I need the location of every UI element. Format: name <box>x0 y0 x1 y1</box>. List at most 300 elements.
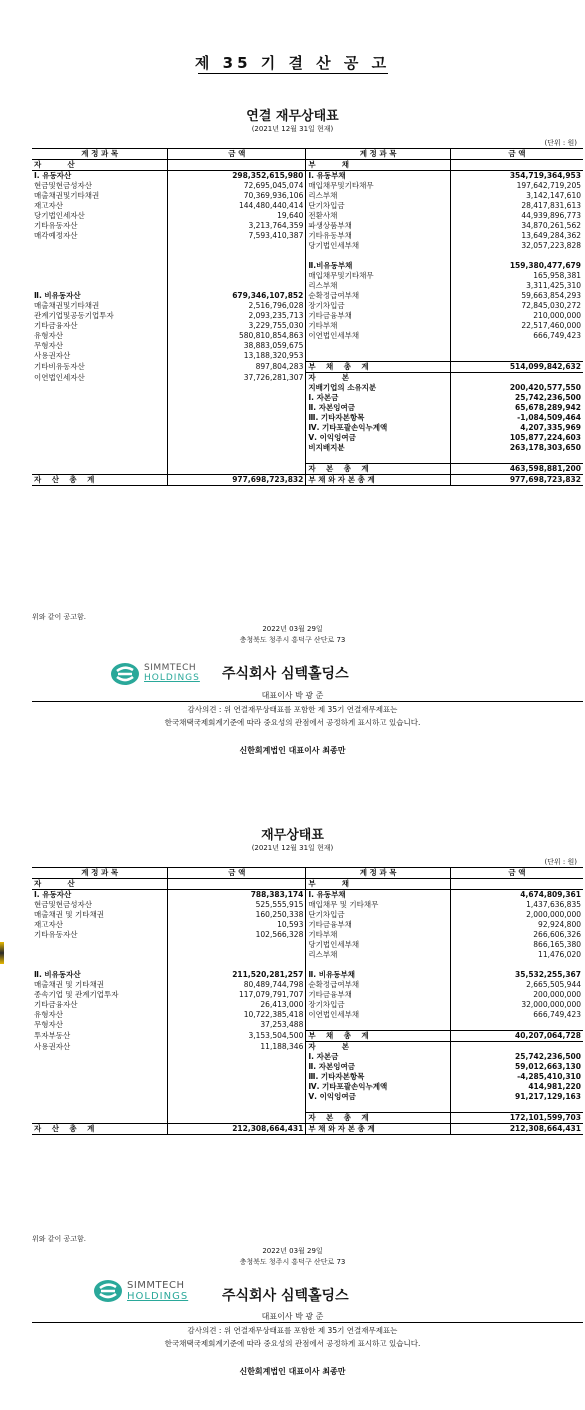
table-row <box>32 383 583 393</box>
amount-cell <box>168 453 306 464</box>
amount-cell <box>168 1062 306 1072</box>
account-name-cell: Ⅲ. 기타자본항목 <box>306 1072 451 1082</box>
amount-cell: 7,593,410,387 <box>168 231 306 241</box>
amount-cell: 59,663,854,293 <box>521 291 581 300</box>
account-name-cell <box>32 950 168 960</box>
account-name-cell: 자 본 <box>306 1042 451 1053</box>
account-name-cell: 무형자산 <box>32 341 168 351</box>
account-name-cell: 부 채 와 자 본 총 계 <box>306 475 451 486</box>
company-address: 충청북도 청주시 흥덕구 산단로 73 <box>239 1258 346 1266</box>
table-row <box>32 191 583 201</box>
amount-cell: 525,555,915 <box>168 900 306 910</box>
account-name-cell <box>32 241 168 251</box>
amount-cell <box>168 1102 306 1113</box>
table-row <box>32 960 583 970</box>
amount-cell: 80,489,744,798 <box>168 980 306 990</box>
account-name-cell <box>32 940 168 950</box>
table-row <box>32 271 583 281</box>
amount-cell: 165,958,381 <box>533 271 581 280</box>
amount-cell: 463,598,881,200 <box>450 464 583 475</box>
table-row <box>32 1062 583 1072</box>
account-name-cell: 매출채권 및 기타채권 <box>32 910 168 920</box>
account-name-cell <box>32 383 168 393</box>
account-name-cell: 리스부채 <box>306 191 451 201</box>
account-name-cell <box>32 251 168 261</box>
amount-cell <box>168 241 306 251</box>
amount-cell: 200,420,577,550 <box>509 383 581 392</box>
table-row <box>32 251 583 261</box>
table-row <box>32 321 583 331</box>
account-name-cell: 기타금융부채 <box>306 920 451 930</box>
amount-cell <box>450 453 583 464</box>
account-name-cell <box>32 403 168 413</box>
amount-cell <box>168 443 306 453</box>
amount-cell: 92,924,800 <box>538 920 581 929</box>
column-header: 계 정 과 목 <box>32 149 168 160</box>
account-name-cell: 현금및현금성자산 <box>32 181 168 191</box>
account-name-cell: 부 채 <box>306 879 451 890</box>
table-row <box>32 890 583 901</box>
account-name-cell <box>306 341 451 351</box>
statement-date: (2021년 12월 31일 현재) <box>251 844 334 852</box>
table-row <box>32 281 583 291</box>
amount-cell <box>450 960 583 970</box>
table-row <box>32 1092 583 1102</box>
amount-cell <box>168 383 306 393</box>
amount-cell: -1,084,509,464 <box>517 413 581 422</box>
amount-cell: 102,566,328 <box>168 930 306 940</box>
company-logo <box>93 1277 203 1307</box>
amount-cell <box>168 464 306 475</box>
account-name-cell <box>32 453 168 464</box>
table-row <box>32 1000 583 1010</box>
simmtech-logo-icon <box>93 1279 123 1303</box>
audit-opinion <box>0 1324 585 1350</box>
table-row <box>32 1052 583 1062</box>
company-logo <box>110 660 210 688</box>
account-name-cell <box>32 1072 168 1082</box>
account-name-cell: 단기차입금 <box>306 910 451 920</box>
account-name-cell: Ⅲ. 기타자본항목 <box>306 413 451 423</box>
account-name-cell: Ⅰ. 자본금 <box>306 393 451 403</box>
account-name-cell <box>306 960 451 970</box>
table-row <box>32 920 583 930</box>
table-row <box>32 453 583 464</box>
amount-cell <box>168 413 306 423</box>
logo-text-top: SIMMTECH <box>127 1280 185 1291</box>
account-name-cell: 당기법인세자산 <box>32 211 168 221</box>
amount-cell: 10,593 <box>168 920 306 930</box>
table-row <box>32 351 583 362</box>
table-row <box>32 291 583 301</box>
table-row <box>32 341 583 351</box>
account-name-cell: 기타금융부채 <box>306 311 451 321</box>
amount-cell: 25,742,236,500 <box>515 393 581 402</box>
account-name-cell: 자 산 <box>32 879 168 890</box>
account-name-cell: 매출채권 및 기타채권 <box>32 980 168 990</box>
table-row <box>32 1082 583 1092</box>
amount-cell <box>168 950 306 960</box>
account-name-cell: Ⅰ. 유동자산 <box>32 890 168 901</box>
simmtech-logo-icon <box>110 662 140 686</box>
amount-cell: 34,870,261,562 <box>521 221 581 230</box>
account-name-cell: 장기차입금 <box>306 1000 451 1010</box>
table-row <box>32 261 583 271</box>
account-name-cell: Ⅴ. 이익잉여금 <box>306 1092 451 1102</box>
account-name-cell: 기타유동자산 <box>32 930 168 940</box>
account-name-cell: 이연법인세자산 <box>32 373 168 384</box>
company-name: 주식회사 심텍홀딩스 <box>222 1288 349 1304</box>
announcement-title: 제 35 기 결 산 공 고 <box>194 54 391 72</box>
account-name-cell <box>32 261 168 271</box>
amount-cell: 19,640 <box>168 211 306 221</box>
account-name-cell: 파생상품부채 <box>306 221 451 231</box>
amount-cell <box>450 251 583 261</box>
amount-cell: 38,883,059,675 <box>168 341 306 351</box>
amount-cell: 212,308,664,431 <box>450 1124 583 1135</box>
table-row <box>32 393 583 403</box>
ceo-name: 대표이사 박 광 준 <box>261 1312 324 1321</box>
amount-cell: 414,981,220 <box>528 1082 581 1091</box>
amount-cell <box>450 341 583 351</box>
table-row <box>32 160 583 171</box>
account-name-cell: 매출채권및기타채권 <box>32 301 168 311</box>
account-name-cell: 매출채권및기타채권 <box>32 191 168 201</box>
table-row <box>32 362 583 373</box>
account-name-cell <box>32 464 168 475</box>
account-name-cell <box>306 1102 451 1113</box>
logo-text-top: SIMMTECH <box>144 663 197 673</box>
account-name-cell: 기타금융자산 <box>32 1000 168 1010</box>
amount-cell: 211,520,281,257 <box>168 970 306 980</box>
table-row <box>32 311 583 321</box>
amount-cell <box>168 403 306 413</box>
amount-cell: 117,079,791,707 <box>168 990 306 1000</box>
amount-cell: 298,352,615,980 <box>168 171 306 182</box>
amount-cell <box>168 423 306 433</box>
amount-cell: 3,213,764,359 <box>168 221 306 231</box>
ceo-name: 대표이사 박 광 준 <box>261 691 324 700</box>
account-name-cell: Ⅳ. 기타포괄손익누계액 <box>306 423 451 433</box>
amount-cell: 13,188,320,953 <box>168 351 306 362</box>
account-name-cell: 사용권자산 <box>32 1042 168 1053</box>
account-name-cell <box>32 423 168 433</box>
account-name-cell: 기타부채 <box>306 321 451 331</box>
table-row <box>32 1072 583 1082</box>
table-row <box>32 990 583 1000</box>
account-name-cell <box>32 1113 168 1124</box>
amount-cell: -4,285,410,310 <box>517 1072 581 1081</box>
table-row <box>32 910 583 920</box>
amount-cell: 172,101,599,703 <box>450 1113 583 1124</box>
amount-cell: 22,517,460,000 <box>521 321 581 330</box>
amount-cell: 4,674,809,361 <box>520 890 581 899</box>
amount-cell: 28,417,831,613 <box>521 201 581 210</box>
side-marker <box>0 942 4 964</box>
table-row <box>32 464 583 475</box>
table-row <box>32 231 583 241</box>
account-name-cell: Ⅱ. 비유동부채 <box>306 970 451 980</box>
amount-cell: 35,532,255,367 <box>515 970 581 979</box>
account-name-cell: Ⅰ. 유동부채 <box>306 171 451 182</box>
table-row <box>32 1010 583 1020</box>
account-name-cell: Ⅳ. 기타포괄손익누계액 <box>306 1082 451 1092</box>
amount-cell <box>168 271 306 281</box>
table-row <box>32 403 583 413</box>
amount-cell: 3,229,755,030 <box>168 321 306 331</box>
account-name-cell: 자 산 총 계 <box>32 1124 168 1135</box>
amount-cell: 37,253,488 <box>168 1020 306 1031</box>
table-row <box>32 201 583 211</box>
amount-cell <box>168 1113 306 1124</box>
table-row <box>32 940 583 950</box>
account-name-cell <box>32 1052 168 1062</box>
amount-cell: 59,012,663,130 <box>515 1062 581 1071</box>
amount-cell <box>168 251 306 261</box>
amount-cell: 897,804,283 <box>168 362 306 373</box>
account-name-cell: 기타부채 <box>306 930 451 940</box>
account-name-cell: 비지배지분 <box>306 443 451 453</box>
amount-cell <box>168 160 306 171</box>
logo-text-bottom: HOLDINGS <box>127 1291 189 1302</box>
column-header: 계 정 과 목 <box>306 868 451 879</box>
amount-cell: 212,308,664,431 <box>168 1124 306 1135</box>
account-name-cell <box>32 271 168 281</box>
account-name-cell: 이연법인세부채 <box>306 331 451 341</box>
audit-opinion-line2: 한국채택국제회계기준에 따라 중요성의 관점에서 공정하게 표시하고 있습니다. <box>164 718 421 727</box>
amount-cell <box>168 281 306 291</box>
account-name-cell <box>32 393 168 403</box>
account-name-cell: 사용권자산 <box>32 351 168 362</box>
amount-cell: 3,142,147,610 <box>526 191 581 200</box>
amount-cell <box>450 1042 583 1053</box>
amount-cell <box>168 1092 306 1102</box>
account-name-cell: 기타금융자산 <box>32 321 168 331</box>
account-name-cell: 관계기업및공동기업투자 <box>32 311 168 321</box>
table-row <box>32 443 583 453</box>
amount-cell <box>168 393 306 403</box>
account-name-cell: 유형자산 <box>32 1010 168 1020</box>
amount-cell: 3,153,504,500 <box>168 1031 306 1042</box>
table-row <box>32 331 583 341</box>
amount-cell: 2,665,505,944 <box>526 980 581 989</box>
amount-cell: 2,516,796,028 <box>168 301 306 311</box>
table-row <box>32 1042 583 1053</box>
column-header: 계 정 과 목 <box>32 868 168 879</box>
account-name-cell: 투자부동산 <box>32 1031 168 1042</box>
amount-cell: 44,939,896,773 <box>521 211 581 220</box>
account-name-cell <box>32 1082 168 1092</box>
amount-cell: 354,719,364,953 <box>509 171 581 180</box>
amount-cell: 159,380,477,679 <box>509 261 581 270</box>
audit-opinion-line1: 감사의견 : 위 연결재무상태표를 포함한 제 35기 연결재무제표는 <box>187 705 398 714</box>
table-row <box>32 241 583 251</box>
account-name-cell <box>32 433 168 443</box>
account-name-cell: 순확정급여부채 <box>306 980 451 990</box>
amount-cell <box>168 879 306 890</box>
account-name-cell: 당기법인세부채 <box>306 241 451 251</box>
announcement-note: 위와 같이 공고함. <box>32 1235 87 1243</box>
account-name-cell <box>306 453 451 464</box>
amount-cell: 144,480,440,414 <box>168 201 306 211</box>
column-header: 금 액 <box>450 868 583 879</box>
table-row <box>32 930 583 940</box>
account-name-cell: 매입채무및기타채무 <box>306 271 451 281</box>
amount-cell: 65,678,289,942 <box>515 403 581 412</box>
title-underline <box>198 73 388 74</box>
amount-cell: 11,476,020 <box>538 950 581 959</box>
table-row <box>32 181 583 191</box>
table-row <box>32 171 583 182</box>
account-name-cell: 이연법인세부채 <box>306 1010 451 1020</box>
amount-cell <box>168 1052 306 1062</box>
amount-cell: 70,369,936,106 <box>168 191 306 201</box>
table-row <box>32 970 583 980</box>
amount-cell: 788,383,174 <box>168 890 306 901</box>
table-row <box>32 1020 583 1031</box>
table-row <box>32 433 583 443</box>
amount-cell: 4,207,335,969 <box>520 423 581 432</box>
amount-cell: 72,845,030,272 <box>521 301 581 310</box>
table-row <box>32 413 583 423</box>
account-name-cell: Ⅴ. 이익잉여금 <box>306 433 451 443</box>
amount-cell: 2,093,235,713 <box>168 311 306 321</box>
divider <box>32 1322 583 1323</box>
table-row <box>32 423 583 433</box>
table-row <box>32 900 583 910</box>
account-name-cell <box>306 1020 451 1031</box>
account-name-cell: 기타유동부채 <box>306 231 451 241</box>
account-name-cell <box>32 1062 168 1072</box>
amount-cell: 40,207,064,728 <box>450 1031 583 1042</box>
amount-cell <box>450 1102 583 1113</box>
account-name-cell: 단기차입금 <box>306 201 451 211</box>
amount-cell <box>450 1020 583 1031</box>
amount-cell <box>168 261 306 271</box>
account-name-cell: 매각예정자산 <box>32 231 168 241</box>
amount-cell: 210,000,000 <box>533 311 581 320</box>
account-name-cell: 리스부채 <box>306 950 451 960</box>
account-name-cell <box>32 413 168 423</box>
amount-cell: 105,877,224,603 <box>509 433 581 442</box>
table-row <box>32 980 583 990</box>
account-name-cell <box>32 960 168 970</box>
auditor: 신한회계법인 대표이사 최종만 <box>239 1367 346 1376</box>
table-row <box>32 221 583 231</box>
company-name: 주식회사 심텍홀딩스 <box>222 666 349 682</box>
unit-label: (단위 : 원) <box>544 139 577 147</box>
amount-cell: 977,698,723,832 <box>450 475 583 486</box>
amount-cell <box>168 1072 306 1082</box>
account-name-cell: Ⅱ. 자본잉여금 <box>306 1062 451 1072</box>
audit-opinion <box>0 703 585 729</box>
account-name-cell: 기타유동자산 <box>32 221 168 231</box>
statement-date: (2021년 12월 31일 현재) <box>251 125 334 133</box>
account-name-cell: 종속기업 및 관계기업투자 <box>32 990 168 1000</box>
account-name-cell: 부 채 총 계 <box>306 362 451 373</box>
amount-cell: 25,742,236,500 <box>515 1052 581 1061</box>
account-name-cell: 유형자산 <box>32 331 168 341</box>
amount-cell: 26,413,000 <box>168 1000 306 1010</box>
account-name-cell <box>32 443 168 453</box>
account-name-cell: 전환사채 <box>306 211 451 221</box>
table-row <box>32 879 583 890</box>
amount-cell: 3,311,425,310 <box>526 281 581 290</box>
unit-label: (단위 : 원) <box>544 858 577 866</box>
balance-sheet-table <box>32 867 583 1135</box>
amount-cell: 679,346,107,852 <box>168 291 306 301</box>
amount-cell <box>168 940 306 950</box>
amount-cell: 263,178,303,650 <box>509 443 581 452</box>
amount-cell: 13,649,284,362 <box>521 231 581 240</box>
table-row <box>32 211 583 221</box>
amount-cell: 866,165,380 <box>533 940 581 949</box>
account-name-cell: 부 채 총 계 <box>306 1031 451 1042</box>
account-name-cell: 기타비유동자산 <box>32 362 168 373</box>
audit-opinion-line1: 감사의견 : 위 연결재무상태표를 포함한 제 35기 연결재무제표는 <box>187 1326 398 1335</box>
amount-cell: 11,188,346 <box>168 1042 306 1053</box>
account-name-cell: 자 본 <box>306 373 451 384</box>
amount-cell: 32,000,000,000 <box>521 1000 581 1009</box>
account-name-cell: 장기차입금 <box>306 301 451 311</box>
divider <box>32 701 583 702</box>
amount-cell: 580,810,854,863 <box>168 331 306 341</box>
account-name-cell: 자 산 총 계 <box>32 475 168 486</box>
amount-cell <box>450 160 583 171</box>
statement-title: 재무상태표 <box>261 828 324 843</box>
column-header: 계 정 과 목 <box>306 149 451 160</box>
amount-cell <box>450 351 583 362</box>
account-name-cell: 재고자산 <box>32 201 168 211</box>
account-name-cell: 현금및현금성자산 <box>32 900 168 910</box>
table-row <box>32 1124 583 1135</box>
amount-cell: 200,000,000 <box>533 990 581 999</box>
amount-cell <box>168 433 306 443</box>
table-row <box>32 950 583 960</box>
account-name-cell: 순확정급여부채 <box>306 291 451 301</box>
account-name-cell: 지배기업의 소유지분 <box>306 383 451 393</box>
column-header: 금 액 <box>450 149 583 160</box>
table-row <box>32 373 583 384</box>
amount-cell: 37,726,281,307 <box>168 373 306 384</box>
account-name-cell: 재고자산 <box>32 920 168 930</box>
table-row <box>32 301 583 311</box>
amount-cell <box>168 960 306 970</box>
statement-title: 연결 재무상태표 <box>246 109 339 124</box>
amount-cell: 10,722,385,418 <box>168 1010 306 1020</box>
account-name-cell: Ⅱ. 비유동자산 <box>32 291 168 301</box>
account-name-cell: 매입채무및기타채무 <box>306 181 451 191</box>
account-name-cell: 리스부채 <box>306 281 451 291</box>
table-row <box>32 1102 583 1113</box>
account-name-cell: Ⅱ. 자본잉여금 <box>306 403 451 413</box>
amount-cell: 160,250,338 <box>168 910 306 920</box>
account-name-cell: 무형자산 <box>32 1020 168 1031</box>
account-name-cell <box>306 351 451 362</box>
account-name-cell <box>32 1092 168 1102</box>
amount-cell: 266,606,326 <box>533 930 581 939</box>
issue-date: 2022년 03월 29일 <box>262 1247 323 1255</box>
account-name-cell: 자 본 총 계 <box>306 1113 451 1124</box>
account-name-cell <box>32 281 168 291</box>
amount-cell: 72,695,045,074 <box>168 181 306 191</box>
table-header-row <box>32 868 583 879</box>
table-row <box>32 475 583 486</box>
amount-cell: 666,749,423 <box>533 1010 581 1019</box>
account-name-cell: Ⅰ. 유동부채 <box>306 890 451 901</box>
audit-opinion-line2: 한국채택국제회계기준에 따라 중요성의 관점에서 공정하게 표시하고 있습니다. <box>164 1339 421 1348</box>
account-name-cell: Ⅱ.비유동부채 <box>306 261 451 271</box>
